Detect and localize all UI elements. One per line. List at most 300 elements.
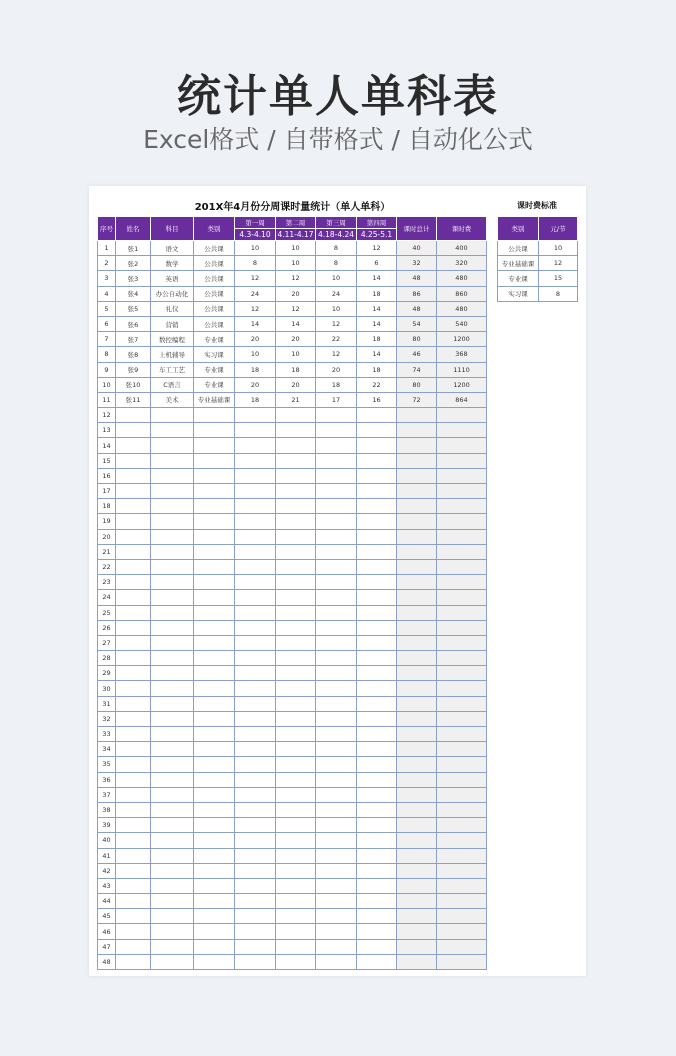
table-cell[interactable]	[397, 605, 437, 620]
table-cell[interactable]	[397, 742, 437, 757]
table-cell[interactable]	[194, 544, 235, 559]
table-cell[interactable]	[316, 818, 357, 833]
table-cell[interactable]: 张9	[116, 362, 151, 377]
table-cell[interactable]	[316, 590, 357, 605]
table-cell[interactable]	[357, 499, 397, 514]
table-cell[interactable]	[316, 559, 357, 574]
table-cell[interactable]	[151, 848, 194, 863]
table-cell[interactable]	[151, 575, 194, 590]
table-cell[interactable]	[116, 468, 151, 483]
table-cell[interactable]: 16	[357, 392, 397, 407]
table-cell[interactable]	[151, 529, 194, 544]
table-cell[interactable]	[116, 802, 151, 817]
table-cell[interactable]	[316, 468, 357, 483]
table-cell[interactable]	[316, 787, 357, 802]
table-cell[interactable]: 12	[276, 301, 316, 316]
table-cell[interactable]	[194, 939, 235, 954]
table-cell[interactable]	[194, 666, 235, 681]
table-cell[interactable]	[116, 696, 151, 711]
table-cell[interactable]	[276, 651, 316, 666]
table-cell[interactable]: 8	[316, 256, 357, 271]
table-cell[interactable]: 张3	[116, 271, 151, 286]
table-cell[interactable]	[437, 833, 487, 848]
table-cell[interactable]	[397, 575, 437, 590]
table-cell[interactable]	[116, 924, 151, 939]
table-cell[interactable]	[397, 484, 437, 499]
fee-cell[interactable]: 12	[539, 256, 578, 271]
table-cell[interactable]	[235, 696, 276, 711]
table-cell[interactable]	[357, 514, 397, 529]
table-cell[interactable]	[116, 954, 151, 969]
table-cell[interactable]	[316, 757, 357, 772]
table-cell[interactable]: 7	[98, 332, 116, 347]
table-cell[interactable]	[397, 787, 437, 802]
table-cell[interactable]	[316, 894, 357, 909]
table-cell[interactable]: 20	[276, 332, 316, 347]
table-cell[interactable]: 上机辅导	[151, 347, 194, 362]
table-cell[interactable]	[437, 468, 487, 483]
table-cell[interactable]	[357, 863, 397, 878]
table-cell[interactable]	[116, 438, 151, 453]
table-cell[interactable]: 张11	[116, 392, 151, 407]
table-cell[interactable]: 480	[437, 301, 487, 316]
table-cell[interactable]: 9	[98, 362, 116, 377]
table-cell[interactable]	[276, 772, 316, 787]
table-cell[interactable]	[151, 863, 194, 878]
table-cell[interactable]	[116, 651, 151, 666]
table-cell[interactable]	[116, 559, 151, 574]
table-cell[interactable]	[116, 605, 151, 620]
table-cell[interactable]	[194, 453, 235, 468]
table-cell[interactable]	[357, 954, 397, 969]
table-cell[interactable]	[116, 408, 151, 423]
table-cell[interactable]: 80	[397, 332, 437, 347]
table-cell[interactable]	[316, 711, 357, 726]
table-cell[interactable]	[194, 438, 235, 453]
table-cell[interactable]	[437, 787, 487, 802]
table-cell[interactable]	[235, 772, 276, 787]
table-cell[interactable]	[357, 818, 397, 833]
table-cell[interactable]: 10	[276, 241, 316, 256]
table-cell[interactable]	[151, 924, 194, 939]
table-cell[interactable]: 12	[316, 347, 357, 362]
table-cell[interactable]: 18	[357, 286, 397, 301]
table-cell[interactable]	[116, 833, 151, 848]
table-cell[interactable]	[397, 651, 437, 666]
table-cell[interactable]: 20	[316, 362, 357, 377]
table-cell[interactable]	[357, 833, 397, 848]
table-cell[interactable]	[194, 727, 235, 742]
table-cell[interactable]: 10	[235, 241, 276, 256]
table-cell[interactable]	[276, 924, 316, 939]
table-cell[interactable]	[316, 423, 357, 438]
table-cell[interactable]	[194, 681, 235, 696]
table-cell[interactable]	[194, 802, 235, 817]
table-cell[interactable]	[116, 863, 151, 878]
table-cell[interactable]	[116, 757, 151, 772]
table-cell[interactable]	[437, 453, 487, 468]
table-cell[interactable]	[397, 453, 437, 468]
table-cell[interactable]	[316, 924, 357, 939]
table-cell[interactable]	[357, 939, 397, 954]
fee-cell[interactable]: 专业基础课	[498, 256, 539, 271]
table-cell[interactable]	[437, 772, 487, 787]
table-cell[interactable]	[316, 499, 357, 514]
table-cell[interactable]: 3	[98, 271, 116, 286]
table-cell[interactable]	[437, 696, 487, 711]
table-cell[interactable]	[151, 757, 194, 772]
table-cell[interactable]	[151, 620, 194, 635]
table-cell[interactable]	[437, 939, 487, 954]
table-cell[interactable]	[151, 696, 194, 711]
table-cell[interactable]: 540	[437, 316, 487, 331]
table-cell[interactable]: 14	[235, 316, 276, 331]
table-cell[interactable]: 张8	[116, 347, 151, 362]
table-cell[interactable]	[357, 772, 397, 787]
table-cell[interactable]	[437, 924, 487, 939]
table-cell[interactable]	[151, 727, 194, 742]
table-cell[interactable]	[437, 408, 487, 423]
table-cell[interactable]	[235, 924, 276, 939]
table-cell[interactable]	[235, 408, 276, 423]
table-cell[interactable]	[194, 514, 235, 529]
table-cell[interactable]	[316, 802, 357, 817]
table-cell[interactable]	[194, 924, 235, 939]
table-cell[interactable]	[276, 787, 316, 802]
table-cell[interactable]	[276, 559, 316, 574]
table-cell[interactable]: 12	[357, 241, 397, 256]
table-cell[interactable]: 专业基础课	[194, 392, 235, 407]
table-cell[interactable]	[316, 514, 357, 529]
table-cell[interactable]	[235, 848, 276, 863]
table-cell[interactable]	[235, 423, 276, 438]
table-cell[interactable]	[276, 696, 316, 711]
table-cell[interactable]	[151, 909, 194, 924]
table-cell[interactable]	[397, 772, 437, 787]
table-cell[interactable]: 10	[235, 347, 276, 362]
table-cell[interactable]	[357, 742, 397, 757]
table-cell[interactable]	[397, 954, 437, 969]
table-cell[interactable]	[151, 423, 194, 438]
table-cell[interactable]: 80	[397, 377, 437, 392]
table-cell[interactable]	[151, 438, 194, 453]
table-cell[interactable]	[437, 954, 487, 969]
table-cell[interactable]: 2	[98, 256, 116, 271]
table-cell[interactable]: 张5	[116, 301, 151, 316]
table-cell[interactable]	[194, 742, 235, 757]
table-cell[interactable]: 数控编程	[151, 332, 194, 347]
table-cell[interactable]: 专业课	[194, 362, 235, 377]
table-cell[interactable]	[235, 651, 276, 666]
table-cell[interactable]	[357, 468, 397, 483]
table-cell[interactable]	[194, 954, 235, 969]
table-cell[interactable]	[194, 559, 235, 574]
table-cell[interactable]: 8	[98, 347, 116, 362]
table-cell[interactable]	[235, 499, 276, 514]
table-cell[interactable]: 400	[437, 241, 487, 256]
table-cell[interactable]	[437, 620, 487, 635]
table-cell[interactable]	[437, 818, 487, 833]
table-cell[interactable]	[437, 666, 487, 681]
table-cell[interactable]	[151, 833, 194, 848]
table-cell[interactable]	[357, 727, 397, 742]
table-cell[interactable]	[357, 544, 397, 559]
table-cell[interactable]	[437, 529, 487, 544]
table-cell[interactable]	[276, 939, 316, 954]
table-cell[interactable]: 12	[235, 271, 276, 286]
table-cell[interactable]: 1110	[437, 362, 487, 377]
table-cell[interactable]	[116, 635, 151, 650]
table-cell[interactable]	[151, 681, 194, 696]
table-cell[interactable]	[397, 423, 437, 438]
table-cell[interactable]	[194, 529, 235, 544]
table-cell[interactable]	[151, 939, 194, 954]
table-cell[interactable]: 860	[437, 286, 487, 301]
table-cell[interactable]	[276, 742, 316, 757]
table-cell[interactable]	[316, 878, 357, 893]
table-cell[interactable]	[397, 818, 437, 833]
table-cell[interactable]	[194, 620, 235, 635]
table-cell[interactable]: C语言	[151, 377, 194, 392]
table-cell[interactable]	[194, 423, 235, 438]
table-cell[interactable]	[397, 468, 437, 483]
table-cell[interactable]: 公共课	[194, 286, 235, 301]
table-cell[interactable]	[116, 939, 151, 954]
table-cell[interactable]	[357, 620, 397, 635]
table-cell[interactable]	[151, 453, 194, 468]
table-cell[interactable]	[357, 423, 397, 438]
table-cell[interactable]	[235, 438, 276, 453]
table-cell[interactable]: 1200	[437, 332, 487, 347]
fee-cell[interactable]: 公共课	[498, 241, 539, 256]
table-cell[interactable]	[276, 954, 316, 969]
table-cell[interactable]	[276, 878, 316, 893]
table-cell[interactable]	[194, 605, 235, 620]
table-cell[interactable]: 74	[397, 362, 437, 377]
table-cell[interactable]	[316, 651, 357, 666]
table-cell[interactable]: 14	[357, 271, 397, 286]
table-cell[interactable]	[437, 863, 487, 878]
table-cell[interactable]	[151, 514, 194, 529]
table-cell[interactable]	[276, 590, 316, 605]
table-cell[interactable]: 22	[316, 332, 357, 347]
table-cell[interactable]	[357, 711, 397, 726]
table-cell[interactable]: 14	[357, 347, 397, 362]
table-cell[interactable]: 专业课	[194, 332, 235, 347]
table-cell[interactable]	[316, 833, 357, 848]
table-cell[interactable]	[357, 408, 397, 423]
table-cell[interactable]	[235, 818, 276, 833]
table-cell[interactable]	[357, 635, 397, 650]
table-cell[interactable]	[235, 468, 276, 483]
table-cell[interactable]: 公共课	[194, 256, 235, 271]
table-cell[interactable]	[357, 924, 397, 939]
table-cell[interactable]: 公共课	[194, 301, 235, 316]
table-cell[interactable]: 实习课	[194, 347, 235, 362]
table-cell[interactable]: 8	[235, 256, 276, 271]
table-cell[interactable]: 公共课	[194, 271, 235, 286]
table-cell[interactable]: 12	[276, 271, 316, 286]
table-cell[interactable]	[316, 742, 357, 757]
table-cell[interactable]	[276, 802, 316, 817]
table-cell[interactable]	[116, 848, 151, 863]
table-cell[interactable]	[437, 499, 487, 514]
table-cell[interactable]	[357, 484, 397, 499]
table-cell[interactable]	[316, 544, 357, 559]
table-cell[interactable]	[194, 711, 235, 726]
table-cell[interactable]: 英语	[151, 271, 194, 286]
table-cell[interactable]	[151, 559, 194, 574]
table-cell[interactable]: 46	[397, 347, 437, 362]
table-cell[interactable]: 24	[235, 286, 276, 301]
table-cell[interactable]	[235, 939, 276, 954]
table-cell[interactable]: 美术	[151, 392, 194, 407]
table-cell[interactable]	[357, 666, 397, 681]
table-cell[interactable]	[194, 499, 235, 514]
table-cell[interactable]	[437, 894, 487, 909]
table-cell[interactable]	[357, 802, 397, 817]
table-cell[interactable]: 20	[276, 377, 316, 392]
table-cell[interactable]	[116, 484, 151, 499]
table-cell[interactable]	[235, 863, 276, 878]
table-cell[interactable]	[276, 453, 316, 468]
table-cell[interactable]	[316, 939, 357, 954]
table-cell[interactable]	[116, 681, 151, 696]
table-cell[interactable]	[437, 544, 487, 559]
table-cell[interactable]	[235, 559, 276, 574]
table-cell[interactable]: 张4	[116, 286, 151, 301]
table-cell[interactable]	[235, 894, 276, 909]
table-cell[interactable]	[357, 894, 397, 909]
fee-cell[interactable]: 专业课	[498, 271, 539, 286]
table-cell[interactable]: 864	[437, 392, 487, 407]
table-cell[interactable]	[357, 575, 397, 590]
table-cell[interactable]	[235, 453, 276, 468]
table-cell[interactable]	[194, 651, 235, 666]
table-cell[interactable]	[437, 681, 487, 696]
table-cell[interactable]: 礼仪	[151, 301, 194, 316]
table-cell[interactable]: 语文	[151, 241, 194, 256]
table-cell[interactable]	[397, 924, 437, 939]
table-cell[interactable]	[437, 711, 487, 726]
table-cell[interactable]	[116, 909, 151, 924]
table-cell[interactable]	[276, 818, 316, 833]
table-cell[interactable]: 14	[357, 301, 397, 316]
table-cell[interactable]	[151, 878, 194, 893]
table-cell[interactable]	[151, 787, 194, 802]
table-cell[interactable]	[194, 408, 235, 423]
table-cell[interactable]	[151, 499, 194, 514]
table-cell[interactable]	[316, 954, 357, 969]
table-cell[interactable]	[357, 529, 397, 544]
table-cell[interactable]	[437, 605, 487, 620]
table-cell[interactable]	[437, 635, 487, 650]
table-cell[interactable]	[194, 484, 235, 499]
table-cell[interactable]	[194, 894, 235, 909]
table-cell[interactable]	[397, 499, 437, 514]
table-cell[interactable]	[276, 711, 316, 726]
table-cell[interactable]: 21	[276, 392, 316, 407]
table-cell[interactable]	[397, 620, 437, 635]
table-cell[interactable]: 10	[276, 256, 316, 271]
table-cell[interactable]	[316, 605, 357, 620]
table-cell[interactable]	[316, 529, 357, 544]
table-cell[interactable]	[235, 514, 276, 529]
table-cell[interactable]	[437, 423, 487, 438]
table-cell[interactable]	[437, 802, 487, 817]
table-cell[interactable]	[116, 423, 151, 438]
table-cell[interactable]	[151, 666, 194, 681]
table-cell[interactable]	[316, 438, 357, 453]
table-cell[interactable]	[116, 529, 151, 544]
table-cell[interactable]	[116, 787, 151, 802]
table-cell[interactable]	[357, 848, 397, 863]
table-cell[interactable]	[316, 848, 357, 863]
table-cell[interactable]: 48	[397, 271, 437, 286]
table-cell[interactable]: 张7	[116, 332, 151, 347]
table-cell[interactable]	[437, 757, 487, 772]
table-cell[interactable]	[235, 635, 276, 650]
table-cell[interactable]: 1	[98, 241, 116, 256]
table-cell[interactable]: 20	[235, 377, 276, 392]
table-cell[interactable]	[235, 575, 276, 590]
table-cell[interactable]	[194, 818, 235, 833]
table-cell[interactable]: 18	[357, 362, 397, 377]
table-cell[interactable]	[397, 909, 437, 924]
table-cell[interactable]	[397, 757, 437, 772]
table-cell[interactable]	[235, 666, 276, 681]
table-cell[interactable]	[235, 742, 276, 757]
table-cell[interactable]: 20	[276, 286, 316, 301]
table-cell[interactable]: 40	[397, 241, 437, 256]
table-cell[interactable]	[397, 894, 437, 909]
table-cell[interactable]	[151, 484, 194, 499]
table-cell[interactable]: 张6	[116, 316, 151, 331]
table-cell[interactable]: 6	[98, 316, 116, 331]
table-cell[interactable]	[276, 833, 316, 848]
table-cell[interactable]	[437, 909, 487, 924]
table-cell[interactable]	[194, 590, 235, 605]
table-cell[interactable]	[397, 878, 437, 893]
table-cell[interactable]	[116, 727, 151, 742]
table-cell[interactable]	[276, 514, 316, 529]
table-cell[interactable]: 14	[276, 316, 316, 331]
table-cell[interactable]	[235, 833, 276, 848]
table-cell[interactable]	[276, 484, 316, 499]
table-cell[interactable]	[357, 453, 397, 468]
table-cell[interactable]	[316, 575, 357, 590]
table-cell[interactable]: 17	[316, 392, 357, 407]
table-cell[interactable]: 张10	[116, 377, 151, 392]
table-cell[interactable]: 办公自动化	[151, 286, 194, 301]
table-cell[interactable]	[397, 529, 437, 544]
table-cell[interactable]	[116, 590, 151, 605]
table-cell[interactable]	[397, 514, 437, 529]
table-cell[interactable]	[316, 696, 357, 711]
table-cell[interactable]	[437, 590, 487, 605]
table-cell[interactable]	[397, 939, 437, 954]
table-cell[interactable]	[316, 681, 357, 696]
table-cell[interactable]	[194, 863, 235, 878]
table-cell[interactable]	[397, 544, 437, 559]
table-cell[interactable]: 18	[235, 392, 276, 407]
table-cell[interactable]: 8	[316, 241, 357, 256]
table-cell[interactable]	[437, 651, 487, 666]
table-cell[interactable]	[194, 878, 235, 893]
table-cell[interactable]: 10	[98, 377, 116, 392]
table-cell[interactable]	[235, 954, 276, 969]
table-cell[interactable]	[151, 772, 194, 787]
